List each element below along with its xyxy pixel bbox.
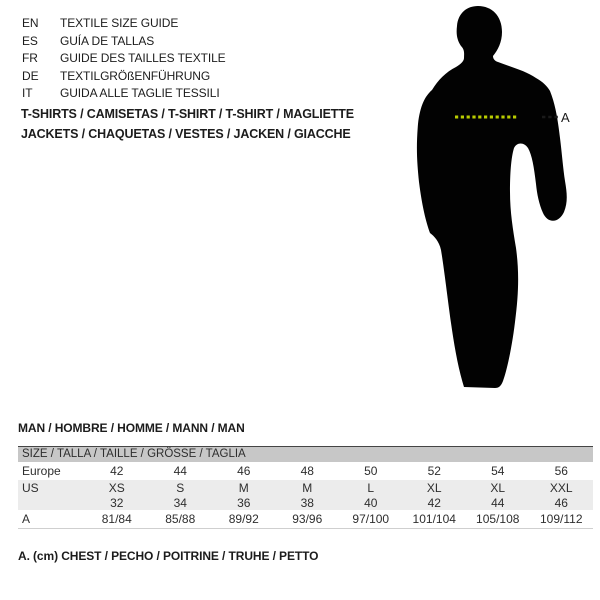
us-size-cell: M (302, 480, 313, 495)
row-label-europe: Europe (22, 464, 61, 478)
chest-range-cell: 101/104 (412, 512, 456, 526)
us-numeric-cell: 42 (427, 495, 441, 510)
lang-title-de: TEXTILGRÖßENFÜHRUNG (60, 68, 211, 83)
us-numeric-cell: 40 (364, 495, 378, 510)
europe-size-cell: 52 (427, 464, 441, 478)
lang-code-it: IT (22, 86, 33, 100)
lang-row-en (22, 15, 226, 33)
us-numeric-cell: 38 (300, 495, 314, 510)
chest-range-cell: 109/112 (540, 512, 583, 526)
lang-title-it: GUIDA ALLE TAGLIE TESSILI (60, 86, 220, 100)
europe-size-cell: 46 (237, 464, 251, 478)
chest-range-cell: 97/100 (352, 512, 390, 526)
us-numeric-cell: 32 (110, 495, 124, 510)
lang-code-en: EN (22, 16, 39, 30)
measurement-footnote: A. (cm) CHEST / PECHO / POITRINE / TRUHE / PETTO (18, 549, 319, 563)
us-numeric-cell: 34 (173, 495, 187, 510)
lang-row-de (22, 68, 226, 86)
lang-row-es (22, 33, 226, 51)
chest-range-cell: 89/92 (228, 512, 259, 526)
lang-row-it (22, 85, 226, 103)
table-row-us-numeric (18, 495, 593, 510)
table-row-europe (18, 462, 593, 480)
product-line-tshirts: T-SHIRTS / CAMISETAS / T-SHIRT / T-SHIRT / MAGLIETTE (21, 107, 354, 121)
us-size-cell: L (367, 480, 375, 495)
europe-size-cell: 50 (364, 464, 378, 478)
us-size-cell: XL (426, 480, 442, 495)
man-silhouette-figure (400, 0, 600, 395)
us-size-cell: XXL (549, 480, 573, 495)
measure-label-a: A (561, 110, 570, 125)
lang-code-es: ES (22, 33, 38, 48)
us-size-cell: XL (490, 480, 506, 495)
lang-title-en: TEXTILE SIZE GUIDE (60, 16, 179, 30)
europe-size-cell: 44 (173, 464, 187, 478)
size-table (18, 446, 593, 529)
us-size-cell: XS (108, 480, 125, 495)
language-title-list (22, 15, 226, 103)
table-row-chest-a (18, 510, 593, 528)
us-size-cell: S (176, 480, 185, 495)
lang-row-fr (22, 50, 226, 68)
us-numeric-cell: 46 (554, 495, 568, 510)
us-numeric-cell: 36 (237, 495, 251, 510)
size-table-header: SIZE / TALLA / TAILLE / GRÖSSE / TAGLIA (18, 447, 593, 462)
lang-code-de: DE (22, 68, 39, 83)
lang-code-fr: FR (22, 51, 38, 65)
us-numeric-cell: 44 (491, 495, 505, 510)
chest-range-cell: 81/84 (101, 512, 132, 526)
lang-title-es: GUÍA DE TALLAS (60, 33, 155, 48)
europe-size-cell: 56 (554, 464, 568, 478)
product-line-jackets: JACKETS / CHAQUETAS / VESTES / JACKEN / GIACCHE (21, 126, 351, 141)
europe-size-cell: 42 (110, 464, 124, 478)
chest-range-cell: 93/96 (292, 512, 323, 526)
row-label-us: US (22, 480, 39, 495)
product-category-lines (21, 105, 354, 144)
section-title-man: MAN / HOMBRE / HOMME / MANN / MAN (18, 421, 245, 435)
chest-range-cell: 105/108 (476, 512, 520, 526)
lang-title-fr: GUIDE DES TAILLES TEXTILE (60, 51, 226, 65)
man-silhouette-shape (417, 6, 567, 388)
table-row-us (18, 480, 593, 495)
europe-size-cell: 48 (300, 464, 314, 478)
europe-size-cell: 54 (491, 464, 505, 478)
man-silhouette-svg (400, 0, 600, 395)
us-size-cell: M (238, 480, 249, 495)
chest-range-cell: 85/88 (165, 512, 196, 526)
row-label-a: A (22, 512, 31, 526)
